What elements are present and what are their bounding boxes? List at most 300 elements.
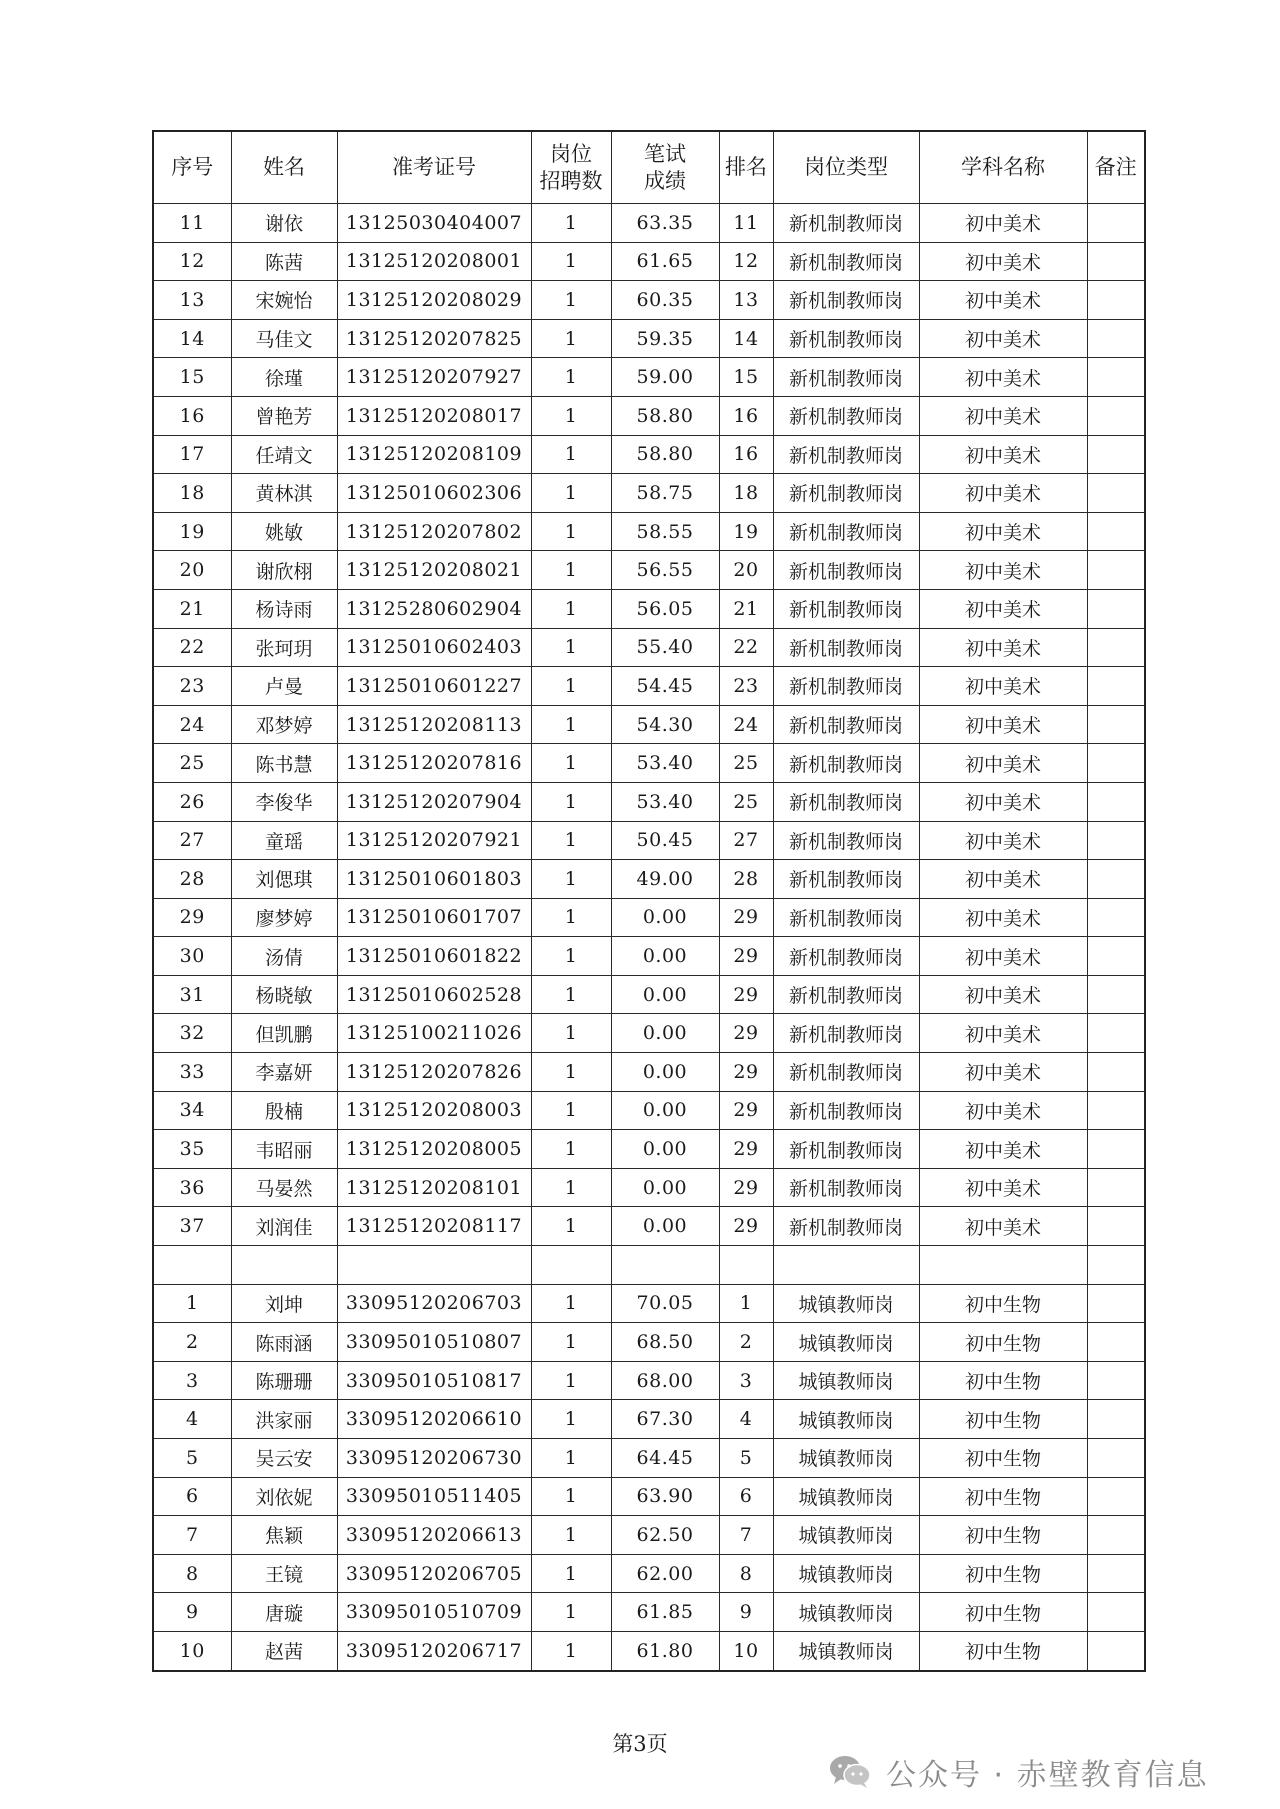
- cell-remark: [1087, 898, 1145, 937]
- cell-remark: [1087, 551, 1145, 590]
- cell-score: 58.55: [611, 512, 719, 551]
- cell-subject: 初中生物: [919, 1439, 1087, 1478]
- cell-score: 68.50: [611, 1323, 719, 1362]
- cell-post: 新机制教师岗: [773, 628, 919, 667]
- empty-cell: [919, 1246, 1087, 1285]
- cell-score: 58.80: [611, 396, 719, 435]
- cell-subject: 初中美术: [919, 512, 1087, 551]
- page-number: 第3页: [612, 1732, 668, 1756]
- cell-seq: 12: [153, 242, 231, 281]
- cell-score: 62.00: [611, 1554, 719, 1593]
- cell-seq: 4: [153, 1400, 231, 1439]
- empty-cell: [611, 1246, 719, 1285]
- cell-remark: [1087, 667, 1145, 706]
- cell-score: 59.00: [611, 358, 719, 397]
- cell-post: 城镇教师岗: [773, 1516, 919, 1555]
- cell-rank: 20: [719, 551, 773, 590]
- cell-quota: 1: [531, 551, 611, 590]
- cell-score: 0.00: [611, 898, 719, 937]
- cell-score: 0.00: [611, 975, 719, 1014]
- cell-ticket: 13125010602528: [337, 975, 531, 1014]
- cell-seq: 21: [153, 589, 231, 628]
- cell-subject: 初中美术: [919, 1014, 1087, 1053]
- cell-quota: 1: [531, 667, 611, 706]
- table-row: [153, 1439, 1145, 1478]
- cell-subject: 初中生物: [919, 1477, 1087, 1516]
- cell-ticket: 13125120208117: [337, 1207, 531, 1246]
- cell-rank: 28: [719, 860, 773, 899]
- cell-ticket: 13125010601707: [337, 898, 531, 937]
- cell-name: 马佳文: [231, 319, 337, 358]
- empty-cell: [1087, 1246, 1145, 1285]
- cell-quota: 1: [531, 1053, 611, 1092]
- cell-subject: 初中美术: [919, 551, 1087, 590]
- cell-post: 城镇教师岗: [773, 1593, 919, 1632]
- cell-rank: 11: [719, 204, 773, 243]
- cell-subject: 初中美术: [919, 705, 1087, 744]
- cell-subject: 初中生物: [919, 1631, 1087, 1670]
- cell-ticket: 33095010511405: [337, 1477, 531, 1516]
- cell-name: 王镜: [231, 1554, 337, 1593]
- table-row: [153, 589, 1145, 628]
- score-table: [152, 130, 1146, 1672]
- cell-post: 城镇教师岗: [773, 1284, 919, 1323]
- cell-rank: 29: [719, 1130, 773, 1169]
- cell-ticket: 13125120207826: [337, 1053, 531, 1092]
- cell-rank: 8: [719, 1554, 773, 1593]
- cell-rank: 6: [719, 1477, 773, 1516]
- cell-post: 新机制教师岗: [773, 242, 919, 281]
- cell-seq: 1: [153, 1284, 231, 1323]
- cell-post: 新机制教师岗: [773, 589, 919, 628]
- table-row: [153, 1477, 1145, 1516]
- table-row: [153, 512, 1145, 551]
- table-row: [153, 474, 1145, 513]
- cell-post: 新机制教师岗: [773, 551, 919, 590]
- cell-ticket: 13125120207825: [337, 319, 531, 358]
- cell-remark: [1087, 1323, 1145, 1362]
- cell-seq: 36: [153, 1168, 231, 1207]
- table-row: [153, 667, 1145, 706]
- cell-seq: 14: [153, 319, 231, 358]
- header-score-line2: 成绩: [644, 168, 686, 193]
- cell-score: 53.40: [611, 744, 719, 783]
- table-row: [153, 1516, 1145, 1555]
- cell-ticket: 33095010510709: [337, 1593, 531, 1632]
- table-row: [153, 242, 1145, 281]
- cell-quota: 1: [531, 1323, 611, 1362]
- table-row: [153, 1014, 1145, 1053]
- cell-seq: 22: [153, 628, 231, 667]
- empty-cell: [153, 1246, 231, 1285]
- cell-subject: 初中美术: [919, 204, 1087, 243]
- cell-subject: 初中美术: [919, 1207, 1087, 1246]
- cell-quota: 1: [531, 358, 611, 397]
- cell-remark: [1087, 1554, 1145, 1593]
- cell-score: 63.90: [611, 1477, 719, 1516]
- cell-name: 张珂玥: [231, 628, 337, 667]
- cell-name: 邓梦婷: [231, 705, 337, 744]
- cell-subject: 初中生物: [919, 1593, 1087, 1632]
- cell-name: 汤倩: [231, 937, 337, 976]
- cell-remark: [1087, 975, 1145, 1014]
- cell-subject: 初中美术: [919, 1091, 1087, 1130]
- cell-rank: 25: [719, 782, 773, 821]
- cell-name: 黄林淇: [231, 474, 337, 513]
- cell-quota: 1: [531, 1014, 611, 1053]
- cell-remark: [1087, 474, 1145, 513]
- cell-post: 新机制教师岗: [773, 1168, 919, 1207]
- cell-name: 童瑶: [231, 821, 337, 860]
- cell-rank: 29: [719, 937, 773, 976]
- cell-seq: 32: [153, 1014, 231, 1053]
- cell-remark: [1087, 1593, 1145, 1632]
- cell-score: 56.55: [611, 551, 719, 590]
- cell-seq: 24: [153, 705, 231, 744]
- cell-name: 刘偲琪: [231, 860, 337, 899]
- cell-subject: 初中美术: [919, 319, 1087, 358]
- cell-ticket: 13125120208113: [337, 705, 531, 744]
- cell-rank: 7: [719, 1516, 773, 1555]
- cell-score: 0.00: [611, 1130, 719, 1169]
- header-quota-line2: 招聘数: [539, 168, 603, 193]
- cell-ticket: 13125280602904: [337, 589, 531, 628]
- cell-score: 0.00: [611, 1207, 719, 1246]
- cell-name: 李俊华: [231, 782, 337, 821]
- cell-quota: 1: [531, 1207, 611, 1246]
- empty-cell: [337, 1246, 531, 1285]
- cell-subject: 初中生物: [919, 1554, 1087, 1593]
- cell-post: 新机制教师岗: [773, 358, 919, 397]
- cell-rank: 2: [719, 1323, 773, 1362]
- cell-name: 刘依妮: [231, 1477, 337, 1516]
- cell-rank: 14: [719, 319, 773, 358]
- cell-rank: 16: [719, 396, 773, 435]
- cell-ticket: 13125120207927: [337, 358, 531, 397]
- cell-subject: 初中美术: [919, 860, 1087, 899]
- table-header-row: [153, 131, 1145, 204]
- table-row: [153, 1593, 1145, 1632]
- cell-seq: 37: [153, 1207, 231, 1246]
- header-score: [611, 131, 719, 204]
- cell-post: 新机制教师岗: [773, 396, 919, 435]
- table-row: [153, 204, 1145, 243]
- header-subject: 学科名称: [919, 131, 1087, 204]
- cell-quota: 1: [531, 396, 611, 435]
- cell-subject: 初中美术: [919, 821, 1087, 860]
- cell-subject: 初中生物: [919, 1361, 1087, 1400]
- cell-name: 杨晓敏: [231, 975, 337, 1014]
- cell-seq: 33: [153, 1053, 231, 1092]
- cell-post: 新机制教师岗: [773, 435, 919, 474]
- header-score-line1: 笔试: [644, 141, 686, 166]
- cell-quota: 1: [531, 512, 611, 551]
- cell-seq: 25: [153, 744, 231, 783]
- header-quota-line1: 岗位: [550, 141, 592, 166]
- table-row: [153, 1053, 1145, 1092]
- cell-ticket: 33095010510807: [337, 1323, 531, 1362]
- cell-ticket: 13125010602403: [337, 628, 531, 667]
- cell-score: 58.75: [611, 474, 719, 513]
- cell-quota: 1: [531, 1168, 611, 1207]
- cell-seq: 7: [153, 1516, 231, 1555]
- cell-post: 新机制教师岗: [773, 860, 919, 899]
- cell-name: 谢欣栩: [231, 551, 337, 590]
- cell-quota: 1: [531, 1091, 611, 1130]
- table-row: [153, 975, 1145, 1014]
- table-row: [153, 396, 1145, 435]
- table-row: [153, 1323, 1145, 1362]
- cell-remark: [1087, 1477, 1145, 1516]
- cell-score: 59.35: [611, 319, 719, 358]
- cell-rank: 21: [719, 589, 773, 628]
- header-post-type: 岗位类型: [773, 131, 919, 204]
- cell-post: 新机制教师岗: [773, 204, 919, 243]
- cell-seq: 11: [153, 204, 231, 243]
- cell-seq: 34: [153, 1091, 231, 1130]
- cell-quota: 1: [531, 1130, 611, 1169]
- empty-cell: [773, 1246, 919, 1285]
- cell-name: 马晏然: [231, 1168, 337, 1207]
- cell-ticket: 13125120208005: [337, 1130, 531, 1169]
- cell-remark: [1087, 319, 1145, 358]
- cell-name: 陈珊珊: [231, 1361, 337, 1400]
- cell-name: 任靖文: [231, 435, 337, 474]
- cell-rank: 18: [719, 474, 773, 513]
- cell-subject: 初中美术: [919, 1130, 1087, 1169]
- cell-rank: 22: [719, 628, 773, 667]
- cell-name: 刘坤: [231, 1284, 337, 1323]
- cell-remark: [1087, 281, 1145, 320]
- cell-score: 61.85: [611, 1593, 719, 1632]
- table-row: [153, 1091, 1145, 1130]
- table-row: [153, 628, 1145, 667]
- cell-rank: 4: [719, 1400, 773, 1439]
- cell-ticket: 13125010601803: [337, 860, 531, 899]
- cell-subject: 初中美术: [919, 281, 1087, 320]
- cell-subject: 初中美术: [919, 1168, 1087, 1207]
- cell-rank: 3: [719, 1361, 773, 1400]
- cell-remark: [1087, 1053, 1145, 1092]
- cell-ticket: 13125010601822: [337, 937, 531, 976]
- cell-seq: 8: [153, 1554, 231, 1593]
- cell-remark: [1087, 435, 1145, 474]
- cell-seq: 26: [153, 782, 231, 821]
- cell-ticket: 13125120208003: [337, 1091, 531, 1130]
- cell-name: 韦昭丽: [231, 1130, 337, 1169]
- cell-score: 50.45: [611, 821, 719, 860]
- cell-score: 54.45: [611, 667, 719, 706]
- cell-seq: 31: [153, 975, 231, 1014]
- table-row: [153, 281, 1145, 320]
- cell-score: 61.80: [611, 1631, 719, 1670]
- cell-quota: 1: [531, 937, 611, 976]
- cell-quota: 1: [531, 204, 611, 243]
- cell-quota: 1: [531, 1361, 611, 1400]
- cell-score: 55.40: [611, 628, 719, 667]
- cell-post: 城镇教师岗: [773, 1361, 919, 1400]
- cell-subject: 初中美术: [919, 242, 1087, 281]
- table-body: [153, 204, 1145, 1671]
- cell-score: 56.05: [611, 589, 719, 628]
- cell-remark: [1087, 589, 1145, 628]
- cell-score: 0.00: [611, 1168, 719, 1207]
- table-row: [153, 1168, 1145, 1207]
- cell-name: 曾艳芳: [231, 396, 337, 435]
- cell-name: 陈书慧: [231, 744, 337, 783]
- cell-ticket: 13125120207802: [337, 512, 531, 551]
- cell-remark: [1087, 204, 1145, 243]
- cell-name: 刘润佳: [231, 1207, 337, 1246]
- cell-remark: [1087, 1400, 1145, 1439]
- cell-post: 城镇教师岗: [773, 1477, 919, 1516]
- header-seq: 序号: [153, 131, 231, 204]
- cell-quota: 1: [531, 705, 611, 744]
- cell-seq: 17: [153, 435, 231, 474]
- cell-post: 新机制教师岗: [773, 667, 919, 706]
- header-rank: 排名: [719, 131, 773, 204]
- cell-rank: 29: [719, 1014, 773, 1053]
- cell-name: 陈茜: [231, 242, 337, 281]
- cell-rank: 25: [719, 744, 773, 783]
- cell-seq: 3: [153, 1361, 231, 1400]
- cell-post: 新机制教师岗: [773, 512, 919, 551]
- cell-name: 洪家丽: [231, 1400, 337, 1439]
- cell-quota: 1: [531, 1554, 611, 1593]
- cell-subject: 初中美术: [919, 358, 1087, 397]
- cell-remark: [1087, 358, 1145, 397]
- cell-subject: 初中美术: [919, 396, 1087, 435]
- table-row: [153, 1554, 1145, 1593]
- table-row: [153, 1631, 1145, 1670]
- cell-name: 杨诗雨: [231, 589, 337, 628]
- cell-subject: 初中美术: [919, 782, 1087, 821]
- cell-subject: 初中美术: [919, 667, 1087, 706]
- cell-ticket: 33095120206703: [337, 1284, 531, 1323]
- cell-quota: 1: [531, 1477, 611, 1516]
- cell-seq: 18: [153, 474, 231, 513]
- table-row: [153, 705, 1145, 744]
- cell-post: 新机制教师岗: [773, 1130, 919, 1169]
- cell-remark: [1087, 705, 1145, 744]
- cell-remark: [1087, 1014, 1145, 1053]
- cell-post: 新机制教师岗: [773, 898, 919, 937]
- cell-subject: 初中美术: [919, 937, 1087, 976]
- cell-ticket: 13125100211026: [337, 1014, 531, 1053]
- cell-rank: 23: [719, 667, 773, 706]
- cell-seq: 30: [153, 937, 231, 976]
- cell-ticket: 13125120208109: [337, 435, 531, 474]
- cell-score: 49.00: [611, 860, 719, 899]
- cell-ticket: 13125120208101: [337, 1168, 531, 1207]
- cell-quota: 1: [531, 319, 611, 358]
- cell-score: 58.80: [611, 435, 719, 474]
- cell-rank: 13: [719, 281, 773, 320]
- cell-score: 67.30: [611, 1400, 719, 1439]
- table-row: [153, 782, 1145, 821]
- cell-score: 0.00: [611, 1014, 719, 1053]
- cell-name: 殷楠: [231, 1091, 337, 1130]
- cell-ticket: 33095120206705: [337, 1554, 531, 1593]
- cell-name: 宋婉怡: [231, 281, 337, 320]
- cell-seq: 35: [153, 1130, 231, 1169]
- table-row: [153, 821, 1145, 860]
- cell-quota: 1: [531, 1400, 611, 1439]
- cell-quota: 1: [531, 281, 611, 320]
- cell-rank: 5: [719, 1439, 773, 1478]
- cell-score: 62.50: [611, 1516, 719, 1555]
- cell-subject: 初中美术: [919, 589, 1087, 628]
- cell-score: 53.40: [611, 782, 719, 821]
- cell-post: 城镇教师岗: [773, 1439, 919, 1478]
- table-row: [153, 551, 1145, 590]
- cell-post: 新机制教师岗: [773, 782, 919, 821]
- cell-post: 城镇教师岗: [773, 1400, 919, 1439]
- cell-rank: 15: [719, 358, 773, 397]
- table-row: [153, 319, 1145, 358]
- cell-quota: 1: [531, 1593, 611, 1632]
- cell-ticket: 33095120206610: [337, 1400, 531, 1439]
- cell-score: 0.00: [611, 1091, 719, 1130]
- cell-post: 城镇教师岗: [773, 1554, 919, 1593]
- cell-rank: 10: [719, 1631, 773, 1670]
- cell-name: 吴云安: [231, 1439, 337, 1478]
- cell-subject: 初中美术: [919, 474, 1087, 513]
- cell-post: 城镇教师岗: [773, 1323, 919, 1362]
- cell-name: 焦颖: [231, 1516, 337, 1555]
- cell-remark: [1087, 512, 1145, 551]
- cell-score: 70.05: [611, 1284, 719, 1323]
- cell-ticket: 33095120206613: [337, 1516, 531, 1555]
- cell-subject: 初中美术: [919, 435, 1087, 474]
- cell-remark: [1087, 1361, 1145, 1400]
- cell-seq: 10: [153, 1631, 231, 1670]
- table-row: [153, 937, 1145, 976]
- cell-ticket: 13125120207904: [337, 782, 531, 821]
- header-ticket: 准考证号: [337, 131, 531, 204]
- cell-subject: 初中生物: [919, 1516, 1087, 1555]
- cell-seq: 29: [153, 898, 231, 937]
- cell-ticket: 13125120208001: [337, 242, 531, 281]
- cell-rank: 29: [719, 1168, 773, 1207]
- cell-subject: 初中美术: [919, 744, 1087, 783]
- cell-ticket: 13125120207921: [337, 821, 531, 860]
- cell-subject: 初中美术: [919, 975, 1087, 1014]
- cell-quota: 1: [531, 860, 611, 899]
- cell-post: 新机制教师岗: [773, 474, 919, 513]
- cell-seq: 28: [153, 860, 231, 899]
- cell-name: 徐瑾: [231, 358, 337, 397]
- cell-name: 赵茜: [231, 1631, 337, 1670]
- table-row: [153, 1284, 1145, 1323]
- cell-quota: 1: [531, 898, 611, 937]
- cell-post: 新机制教师岗: [773, 705, 919, 744]
- watermark: [828, 1747, 1209, 1797]
- cell-score: 68.00: [611, 1361, 719, 1400]
- cell-quota: 1: [531, 435, 611, 474]
- cell-seq: 13: [153, 281, 231, 320]
- cell-name: 卢曼: [231, 667, 337, 706]
- cell-name: 李嘉妍: [231, 1053, 337, 1092]
- cell-score: 61.65: [611, 242, 719, 281]
- table-row: [153, 744, 1145, 783]
- cell-rank: 27: [719, 821, 773, 860]
- cell-seq: 15: [153, 358, 231, 397]
- cell-score: 63.35: [611, 204, 719, 243]
- cell-remark: [1087, 1130, 1145, 1169]
- cell-post: 新机制教师岗: [773, 281, 919, 320]
- cell-remark: [1087, 242, 1145, 281]
